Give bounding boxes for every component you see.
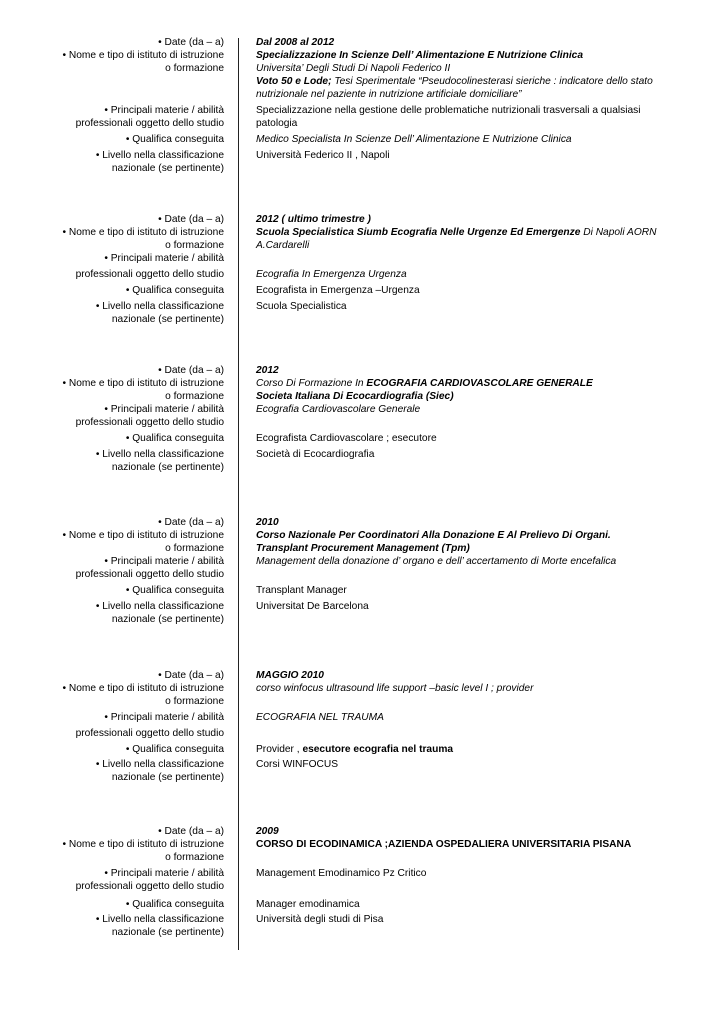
education-entry [0, 516, 724, 626]
entry-institute-line: corso winfocus ultrasound life support –basic level I ; provider [256, 683, 534, 694]
label-subjects-cont: professionali oggetto dello studio [75, 881, 224, 892]
label-qualification: • Qualifica conseguita [125, 285, 224, 296]
label-level-cont: nazionale (se pertinente) [111, 927, 224, 938]
label-institute-cont: o formazione [165, 240, 224, 251]
entry-institute-line: nutrizionale nel paziente in nutrizione artificiale domiciliare” [256, 89, 522, 100]
label-subjects-cont: professionali oggetto dello studio [75, 569, 224, 580]
label-institute: • Nome e tipo di istituto di istruzione [62, 530, 224, 541]
qualification-text: Provider , [256, 744, 303, 755]
label-subjects: • Principali materie / abilità [104, 105, 224, 116]
label-dates: • Date (da – a) [158, 670, 224, 681]
label-dates: • Date (da – a) [158, 517, 224, 528]
grade-text: Voto 50 e Lode; [256, 76, 332, 87]
entry-institute-line [256, 75, 676, 88]
label-institute-cont: o formazione [165, 543, 224, 554]
entry-institute-line: A.Cardarelli [256, 240, 310, 251]
label-qualification: • Qualifica conseguita [125, 585, 224, 596]
label-institute-cont: o formazione [165, 63, 224, 74]
entry-institute-line [256, 377, 676, 390]
entry-subjects: Specializzazione nella gestione delle problematiche nutrizionali trasversali a qualsiasi patologia [256, 105, 641, 129]
entry-institute-line: Universita’ Degli Studi Di Napoli Federico II [256, 63, 451, 74]
label-level-cont: nazionale (se pertinente) [111, 462, 224, 473]
entry-subjects: Management della donazione d’ organo e dell’ accertamento di Morte encefalica [256, 556, 617, 567]
label-level: • Livello nella classificazione [95, 301, 224, 312]
education-entry [0, 825, 724, 939]
label-subjects-cont: professionali oggetto dello studio [75, 269, 224, 280]
entry-institute-line: Specializzazione In Scienze Dell’ Alimentazione E Nutrizione Clinica [256, 50, 584, 61]
label-institute: • Nome e tipo di istituto di istruzione [62, 839, 224, 850]
label-institute-cont: o formazione [165, 852, 224, 863]
entry-qualification: Transplant Manager [256, 585, 347, 596]
label-subjects: • Principali materie / abilità [104, 868, 224, 879]
entry-date: 2010 [256, 517, 279, 528]
label-subjects-cont: professionali oggetto dello studio [75, 118, 224, 129]
label-qualification: • Qualifica conseguita [125, 744, 224, 755]
entry-qualification: Ecografista Cardiovascolare ; esecutore [256, 433, 437, 444]
entry-date: 2009 [256, 826, 279, 837]
label-level: • Livello nella classificazione [95, 914, 224, 925]
entry-date: 2012 ( ultimo trimestre ) [256, 214, 371, 225]
course-name: ECOGRAFIA CARDIOVASCOLARE GENERALE [366, 378, 593, 389]
institute-name: Scuola Specialistica Siumb Ecografia Nelle Urgenze Ed Emergenze [256, 227, 581, 238]
entry-qualification: Medico Specialista In Scienze Dell’ Alimentazione E Nutrizione Clinica [256, 134, 572, 145]
label-level-cont: nazionale (se pertinente) [111, 163, 224, 174]
entry-level: Scuola Specialistica [256, 301, 347, 312]
label-institute: • Nome e tipo di istituto di istruzione [62, 50, 224, 61]
entry-qualification [256, 743, 676, 756]
entry-level: Universitat De Barcelona [256, 601, 369, 612]
label-institute: • Nome e tipo di istituto di istruzione [62, 378, 224, 389]
entry-subjects: ECOGRAFIA NEL TRAUMA [256, 712, 384, 723]
entry-date: Dal 2008 al 2012 [256, 37, 335, 48]
entry-subjects: Ecografia In Emergenza Urgenza [256, 269, 407, 280]
entry-qualification: Ecografista in Emergenza –Urgenza [256, 285, 420, 296]
label-dates: • Date (da – a) [158, 826, 224, 837]
entry-institute-line: Societa Italiana Di Ecocardiografia (Siec) [256, 391, 454, 402]
entry-institute-line: Corso Nazionale Per Coordinatori Alla Donazione E Al Prelievo Di Organi. [256, 530, 611, 541]
entry-level: Società di Ecocardiografia [256, 449, 375, 460]
label-subjects-cont: professionali oggetto dello studio [75, 417, 224, 428]
education-entry [0, 36, 724, 175]
institute-city: Di Napoli AORN [580, 227, 657, 238]
label-subjects-cont: professionali oggetto dello studio [75, 728, 224, 739]
education-entry [0, 364, 724, 474]
label-qualification: • Qualifica conseguita [125, 134, 224, 145]
entry-level: Università degli studi di Pisa [256, 914, 384, 925]
label-institute: • Nome e tipo di istituto di istruzione [62, 227, 224, 238]
label-qualification: • Qualifica conseguita [125, 899, 224, 910]
label-subjects: • Principali materie / abilità [104, 712, 224, 723]
label-institute-cont: o formazione [165, 696, 224, 707]
entry-level: Università Federico II , Napoli [256, 150, 390, 161]
entry-subjects: Management Emodinamico Pz Critico [256, 868, 427, 879]
label-subjects: • Principali materie / abilità [104, 556, 224, 567]
thesis-text: Tesi Sperimentale “Pseudocolinesterasi sieriche : indicatore dello stato [331, 76, 653, 87]
label-dates: • Date (da – a) [158, 214, 224, 225]
label-level: • Livello nella classificazione [95, 449, 224, 460]
label-qualification: • Qualifica conseguita [125, 433, 224, 444]
label-dates: • Date (da – a) [158, 37, 224, 48]
education-entry [0, 669, 724, 784]
entry-date: 2012 [256, 365, 279, 376]
label-level-cont: nazionale (se pertinente) [111, 314, 224, 325]
label-institute: • Nome e tipo di istituto di istruzione [62, 683, 224, 694]
course-prefix: Corso Di Formazione In [256, 378, 367, 389]
label-institute-cont: o formazione [165, 391, 224, 402]
label-subjects: • Principali materie / abilità [104, 404, 224, 415]
entry-date: MAGGIO 2010 [256, 670, 324, 681]
label-level-cont: nazionale (se pertinente) [111, 772, 224, 783]
entry-level: Corsi WINFOCUS [256, 759, 339, 770]
label-level-cont: nazionale (se pertinente) [111, 614, 224, 625]
entry-qualification: Manager emodinamica [256, 899, 360, 910]
entry-institute-line: Transplant Procurement Management (Tpm) [256, 543, 470, 554]
label-subjects: • Principali materie / abilità [104, 253, 224, 264]
label-dates: • Date (da – a) [158, 365, 224, 376]
entry-institute-line [256, 226, 676, 239]
entry-institute-line: CORSO DI ECODINAMICA ;AZIENDA OSPEDALIERA UNIVERSITARIA PISANA [256, 839, 632, 850]
label-level: • Livello nella classificazione [95, 759, 224, 770]
qualification-bold-text: esecutore ecografia nel trauma [302, 744, 454, 755]
entry-subjects: Ecografia Cardiovascolare Generale [256, 404, 421, 415]
label-level: • Livello nella classificazione [95, 150, 224, 161]
education-entry [0, 213, 724, 326]
label-level: • Livello nella classificazione [95, 601, 224, 612]
